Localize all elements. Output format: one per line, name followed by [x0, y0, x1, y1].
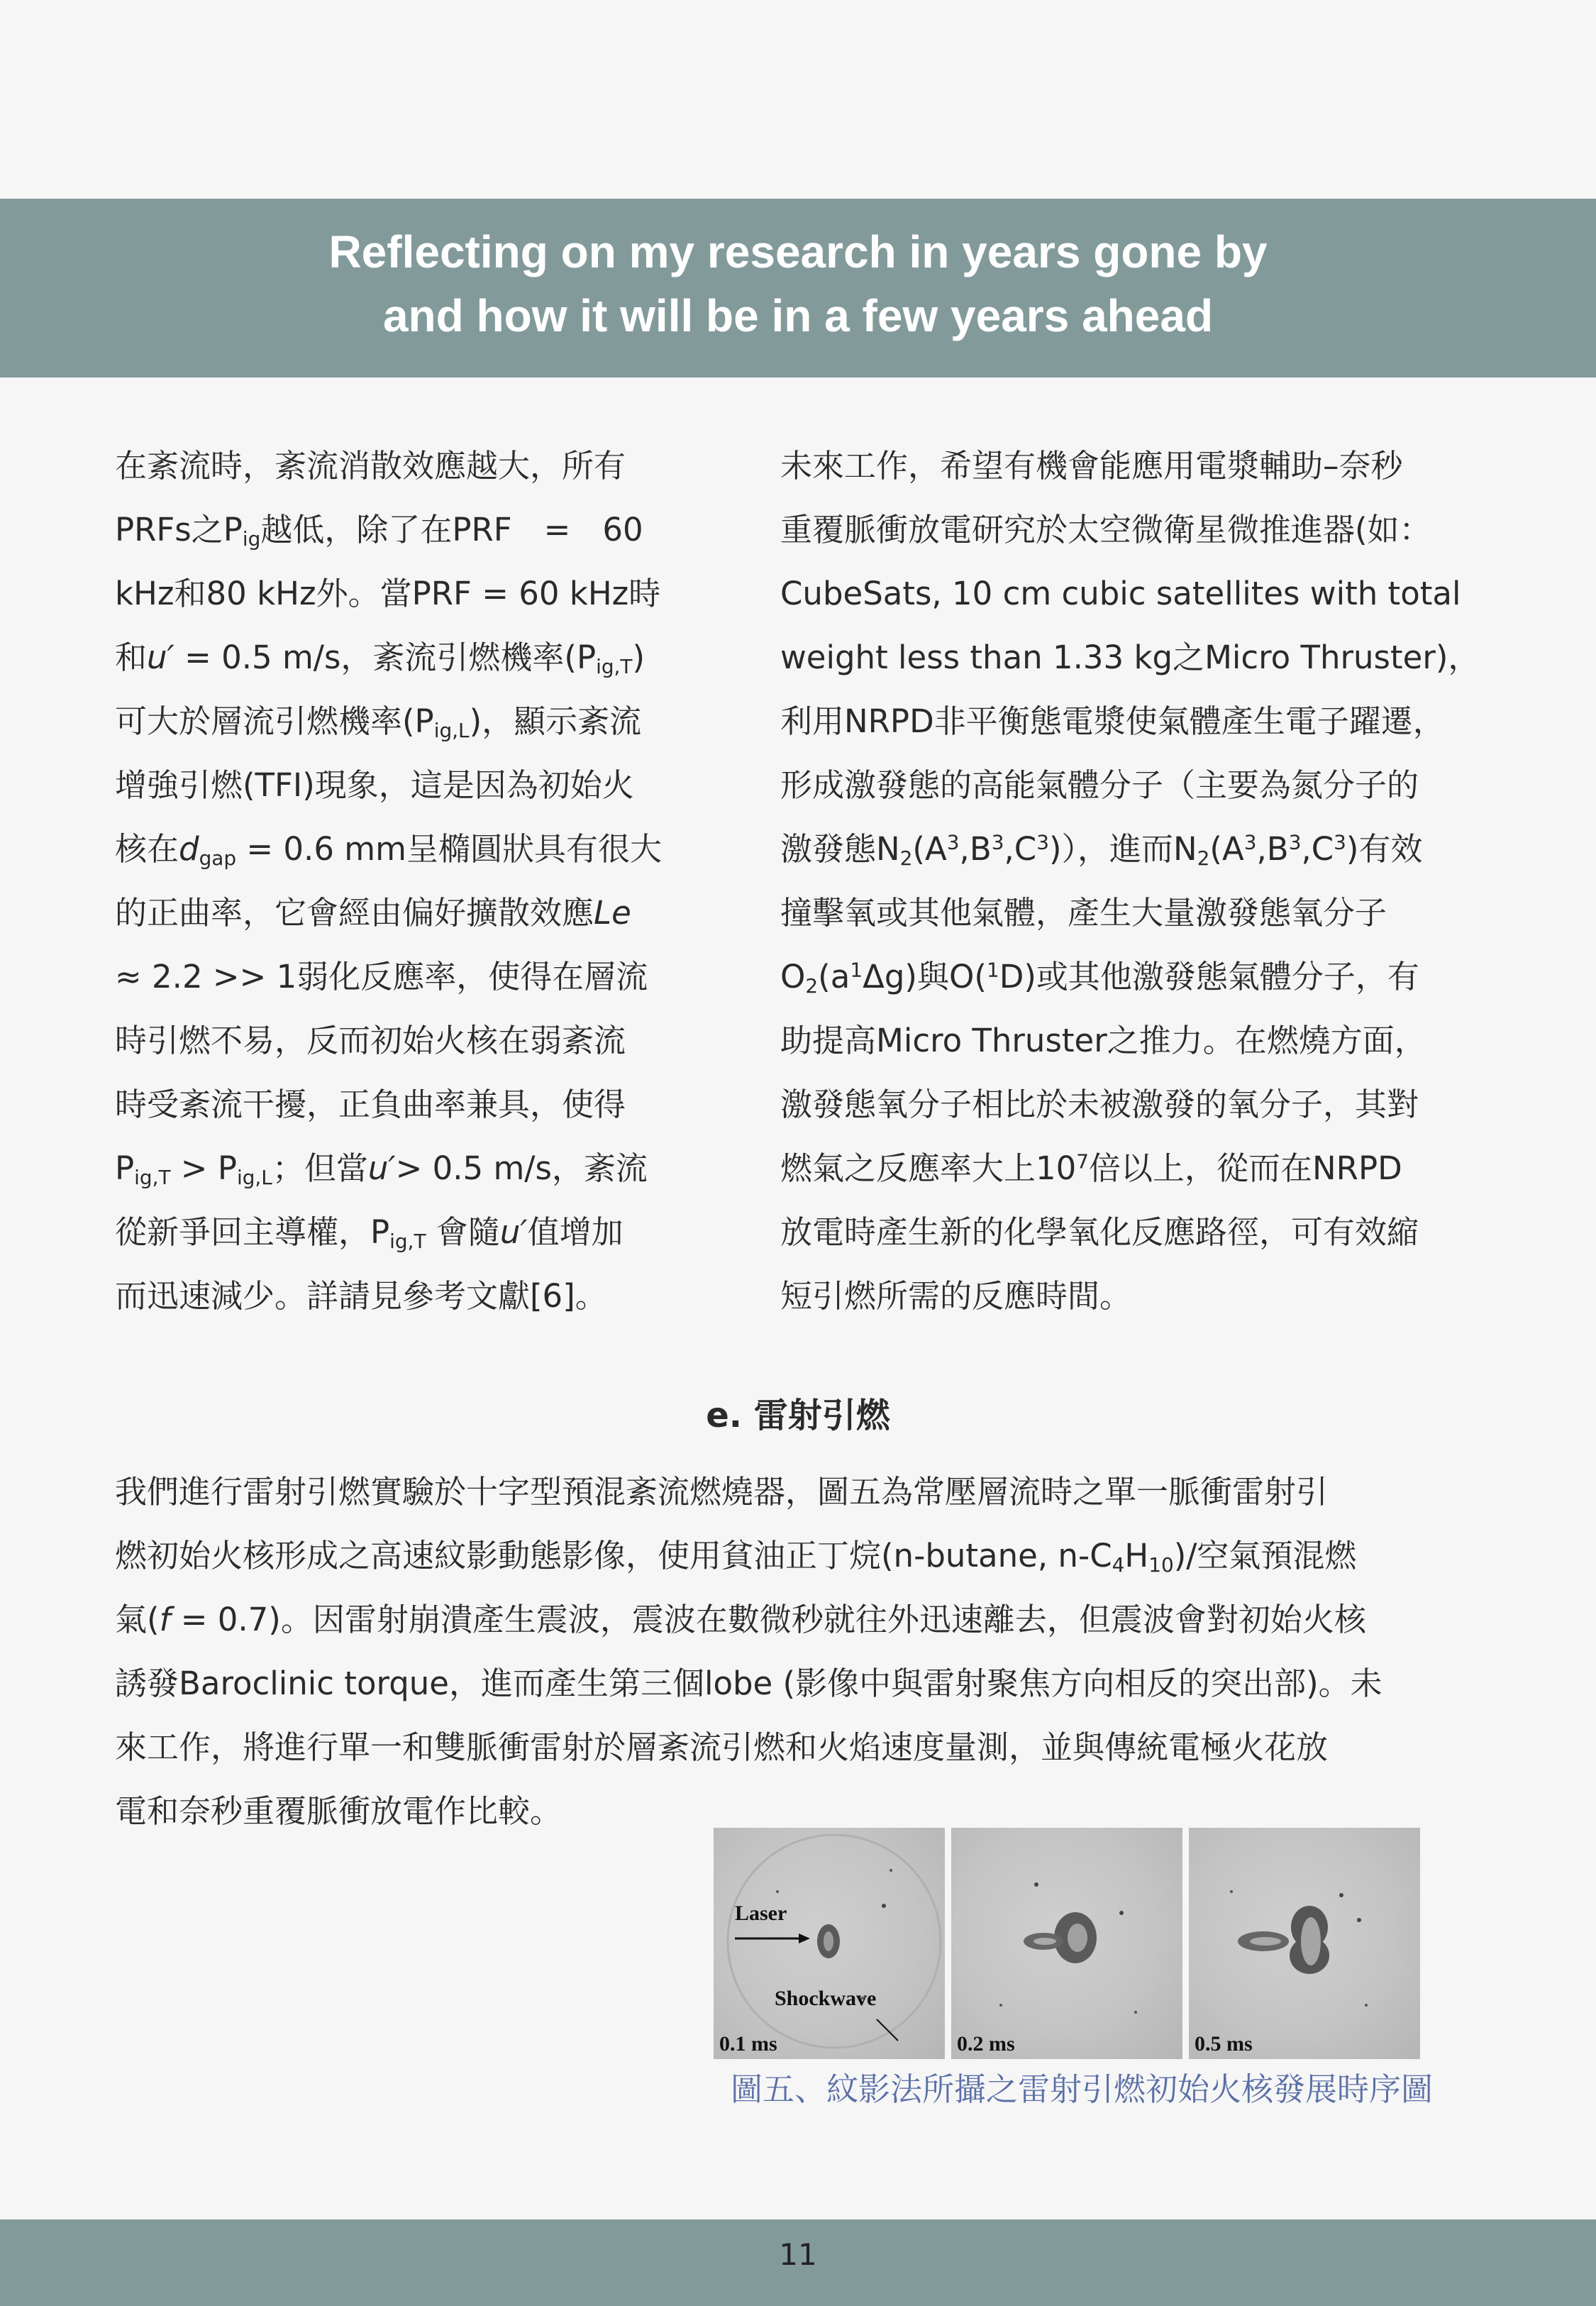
text-span: ,B [1256, 830, 1289, 868]
left-line: 而迅速減少。詳請見參考文獻[6]。 [115, 1277, 607, 1315]
text-span: 燃氣之反應率大上10 [780, 1149, 1077, 1187]
left-line: 時受紊流干擾，正負曲率兼具，使得 [115, 1086, 626, 1123]
text-span: P [115, 1149, 135, 1187]
left-line: 增強引燃(TFI)現象，這是因為初始火 [115, 766, 634, 804]
text-span: )有效 [1346, 830, 1423, 868]
text-span: PRFs之P [115, 511, 243, 548]
schlieren-image-2 [951, 1828, 1182, 2059]
subscript: ig,L [236, 1165, 272, 1189]
right-line: 助提高Micro Thruster之推力。在燃燒方面， [780, 1022, 1426, 1059]
text-span: > P [170, 1149, 237, 1187]
symbol: d [179, 830, 199, 868]
panel-time-label: 0.5 ms [1195, 2032, 1253, 2056]
right-line: 激發態氧分子相比於未被激發的氧分子，其對 [780, 1086, 1419, 1123]
text-span: 氣( [115, 1601, 160, 1638]
figure-panel-2 [951, 1828, 1182, 2059]
left-line: 在紊流時，紊流消散效應越大，所有 [115, 447, 626, 485]
symbol: f [159, 1601, 171, 1638]
text-span: O [780, 958, 806, 995]
laser-label: Laser [735, 1902, 787, 1925]
paragraph-line: 電和奈秒重覆脈衝放電作比較。 [115, 1792, 563, 1830]
header-title-line1: Reflecting on my research in years gone by [328, 226, 1268, 277]
shockwave-label: Shockwave [775, 1987, 877, 2010]
subscript: ig,T [389, 1229, 426, 1253]
text-span: )/空氣預混燃 [1173, 1537, 1357, 1574]
text-span: (A [912, 830, 947, 868]
subscript: 4 [1112, 1552, 1125, 1577]
schlieren-image-1 [714, 1828, 945, 2059]
text-span: 值增加 [527, 1213, 624, 1251]
left-line [115, 817, 711, 881]
text-span: ,B [959, 830, 992, 868]
paragraph-line: 我們進行雷射引燃實驗於十字型預混紊流燃燒器，圖五為常壓層流時之單一脈衝雷射引 [115, 1473, 1329, 1511]
superscript: 3 [1036, 830, 1049, 854]
superscript: 1 [986, 958, 999, 982]
header-title-line2: and how it will be in a few years ahead [382, 290, 1214, 341]
text-span: = 0.6 mm呈橢圓狀具有很大 [236, 830, 662, 868]
right-line: 未來工作，希望有機會能應用電漿輔助–奈秒 [780, 447, 1403, 485]
superscript: 7 [1076, 1149, 1090, 1174]
text-span: = 0.5 m/s，紊流引燃機率(P [174, 639, 597, 676]
figure-panel-1 [714, 1828, 945, 2059]
text-span: 的正曲率，它會經由偏好擴散效應 [115, 894, 594, 932]
text-span: 可大於層流引燃機率(P [115, 702, 434, 740]
text-span: 核在 [115, 830, 179, 868]
right-line: 形成激發態的高能氣體分子（主要為氮分子的 [780, 766, 1419, 804]
left-line [115, 498, 711, 562]
text-span: Δg)與O( [863, 958, 987, 995]
subscript: gap [199, 846, 237, 870]
left-line [115, 626, 711, 690]
superscript: 3 [991, 830, 1004, 854]
superscript: 1 [850, 958, 863, 982]
subscript: ig,T [596, 654, 633, 678]
panel-time-label: 0.2 ms [957, 2032, 1015, 2056]
paragraph-line: 誘發Baroclinic torque，進而產生第三個lobe (影像中與雷射聚焦方向相反的突出部)。未 [115, 1665, 1382, 1702]
text-span: )，顯示紊流 [469, 702, 642, 740]
text-span: 越低，除了在PRF = 60 [260, 511, 643, 548]
left-line: 時引燃不易，反而初始火核在弱紊流 [115, 1022, 626, 1059]
section-title: e. 雷射引燃 [706, 1396, 890, 1435]
symbol: Le [594, 894, 631, 932]
subscript: 2 [1197, 846, 1210, 870]
text-span: H [1124, 1537, 1149, 1574]
footer-band [0, 2219, 1596, 2306]
text-span: ) [632, 639, 645, 676]
body-paragraph [115, 1460, 1505, 1843]
superscript: 3 [1288, 830, 1302, 854]
paragraph-line [115, 1524, 1505, 1588]
subscript: ig,T [134, 1165, 171, 1189]
text-span: )），進而N [1048, 830, 1197, 868]
text-span: 燃初始火核形成之高速紋影動態影像，使用貧油正丁烷(n-butane, n-C [115, 1537, 1112, 1574]
symbol: u′ [499, 1213, 528, 1251]
page-number: 11 [779, 2237, 817, 2272]
right-column [780, 434, 1532, 1328]
right-line: 利用NRPD非平衡態電漿使氣體產生電子躍遷， [780, 702, 1445, 740]
text-span: 激發態N [780, 830, 900, 868]
subscript: 2 [899, 846, 913, 870]
text-span: = 0.7)。因雷射崩潰產生震波，震波在數微秒就往外迅速離去，但震波會對初始火核 [170, 1601, 1366, 1638]
schlieren-figure [714, 1828, 1420, 2059]
right-line [780, 1137, 1532, 1201]
text-span: (A [1209, 830, 1244, 868]
right-line: 短引燃所需的反應時間。 [780, 1277, 1132, 1315]
right-line: 放電時產生新的化學氧化反應路徑，可有效縮 [780, 1213, 1419, 1251]
text-span: > 0.5 m/s，紊流 [395, 1149, 648, 1187]
right-line: weight less than 1.33 kg之Micro Thruster)， [780, 639, 1480, 676]
left-line [115, 881, 711, 945]
text-span: ；但當 [272, 1149, 368, 1187]
text-span: ,C [1004, 830, 1037, 868]
text-span: 倍以上，從而在NRPD [1089, 1149, 1402, 1187]
schlieren-image-3 [1189, 1828, 1420, 2059]
right-line [780, 945, 1532, 1009]
superscript: 3 [1334, 830, 1346, 854]
text-span: 從新爭回主導權，P [115, 1213, 390, 1251]
superscript: 3 [1243, 830, 1257, 854]
paragraph-line [115, 1588, 1505, 1652]
subscript: ig,L [433, 718, 470, 742]
text-span: 和 [115, 639, 148, 676]
right-line: CubeSats, 10 cm cubic satellites with total [780, 575, 1461, 612]
panel-time-label: 0.1 ms [719, 2032, 777, 2056]
figure-caption: 圖五、紋影法所攝之雷射引燃初始火核發展時序圖 [730, 2070, 1433, 2108]
text-span: (a [818, 958, 850, 995]
symbol: u′ [367, 1149, 396, 1187]
right-line [780, 817, 1532, 881]
subscript: 10 [1148, 1552, 1174, 1577]
text-span: 會隨 [426, 1213, 500, 1251]
superscript: 3 [946, 830, 960, 854]
left-line: ≈ 2.2 >> 1弱化反應率，使得在層流 [115, 958, 648, 995]
paragraph-line: 來工作，將進行單一和雙脈衝雷射於層紊流引燃和火焰速度量測，並與傳統電極火花放 [115, 1728, 1329, 1766]
right-line: 撞擊氧或其他氣體，產生大量激發態氧分子 [780, 894, 1387, 932]
text-span: D)或其他激發態氣體分子，有 [999, 958, 1419, 995]
left-column [115, 434, 711, 1328]
left-line [115, 1137, 711, 1201]
left-line [115, 1201, 711, 1264]
symbol: u′ [147, 639, 174, 676]
header-banner [0, 199, 1596, 377]
subscript: ig [242, 526, 261, 551]
left-line: kHz和80 kHz外。當PRF = 60 kHz時 [115, 575, 661, 612]
subscript: 2 [805, 973, 819, 998]
text-span: ,C [1301, 830, 1334, 868]
right-line: 重覆脈衝放電研究於太空微衛星微推進器(如： [780, 511, 1431, 548]
figure-panel-3 [1189, 1828, 1420, 2059]
left-line [115, 690, 711, 754]
